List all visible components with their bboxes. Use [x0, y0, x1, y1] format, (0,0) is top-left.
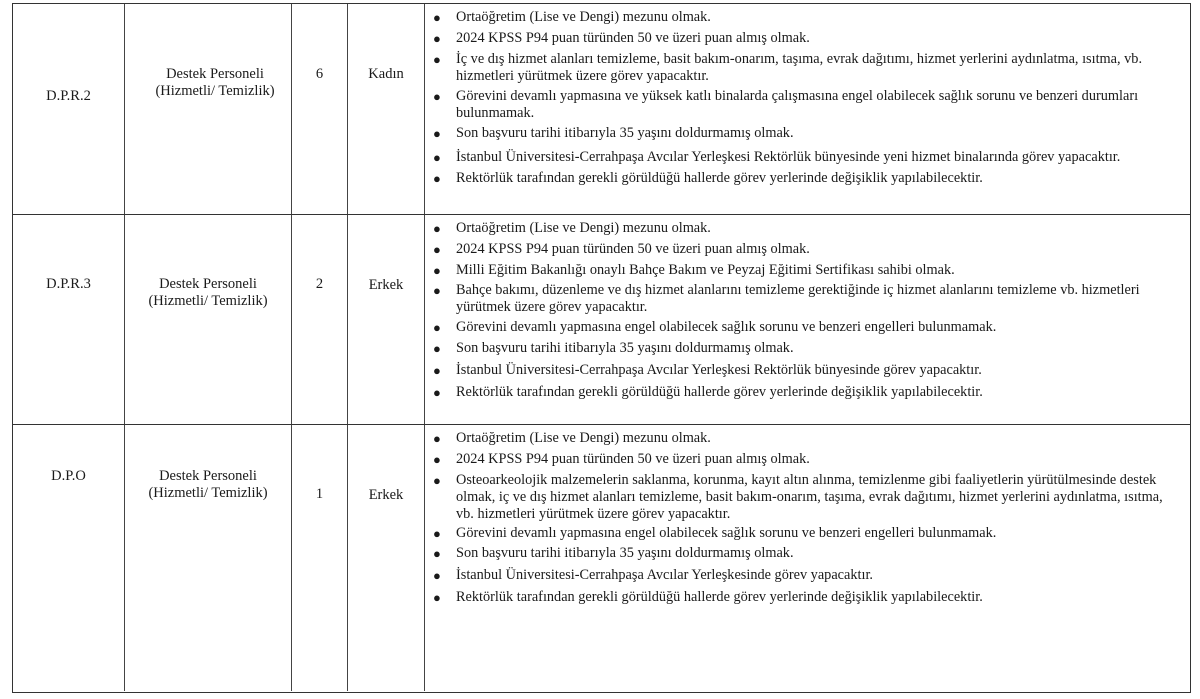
requirement-item: ● Ortaöğretim (Lise ve Dengi) mezunu olmak.: [433, 430, 711, 446]
requirement-item: ● Rektörlük tarafından gerekli görüldüğü hallerde görev yerlerinde değişiklik yapılabilecektir.: [433, 384, 983, 401]
position-title: [125, 276, 291, 310]
bullet-icon: ●: [433, 385, 441, 401]
position-title-line1: Destek Personeli: [159, 468, 257, 484]
position-code: D.P.R.3: [46, 276, 91, 292]
code-cell: [13, 425, 125, 691]
requirement-item: ● Görevini devamlı yapmasına ve yüksek katlı binalarda çalışmasına engel olabilecek sağlık sorunu ve benzeri durumları bulunmamak.: [433, 87, 1139, 121]
requirement-item: ● Bahçe bakımı, düzenleme ve dış hizmet alanlarını temizleme gerektiğinde iç hizmet alanlarını temizleme vb. hizmetleri yürütmek üzere görev yapacaktır.: [433, 282, 1140, 316]
position-count: 2: [315, 276, 324, 292]
bullet-icon: ●: [433, 546, 441, 562]
bullet-icon: ●: [433, 51, 441, 67]
requirements-cell: [425, 215, 1190, 424]
requirement-item: ● Son başvuru tarihi itibarıyla 35 yaşını doldurmamış olmak.: [433, 124, 794, 141]
bullet-icon: ●: [433, 590, 441, 606]
position-gender: Kadın: [368, 66, 404, 82]
bullet-icon: ●: [433, 10, 441, 25]
requirement-item: ● Rektörlük tarafından gerekli görüldüğü hallerde görev yerlerinde değişiklik yapılabilecektir.: [433, 589, 983, 606]
bullet-icon: ●: [433, 283, 441, 299]
position-count: 1: [315, 486, 324, 502]
table-row: [13, 425, 1190, 691]
requirement-item: ● 2024 KPSS P94 puan türünden 50 ve üzeri puan almış olmak.: [433, 29, 810, 46]
position-title-line2: (Hizmetli/ Temizlik): [148, 293, 268, 309]
bullet-icon: ●: [433, 221, 441, 236]
position-gender: Erkek: [368, 487, 404, 503]
code-cell: [13, 4, 125, 214]
gender-cell: [348, 215, 425, 424]
requirement-item: ● İç ve dış hizmet alanları temizleme, basit bakım-onarım, taşıma, evrak dağıtımı, hizmet yerlerini aydınlatma, ısıtma, vb. hizmetleri yürütmek üzere görev yapacaktır.: [433, 50, 1143, 84]
table-row: [13, 215, 1190, 425]
requirement-item: ● Rektörlük tarafından gerekli görüldüğü hallerde görev yerlerinde değişiklik yapılabilecektir.: [433, 169, 983, 186]
requirement-item: ● İstanbul Üniversitesi-Cerrahpaşa Avcılar Yerleşkesi Rektörlük bünyesinde görev yapacaktır.: [433, 362, 982, 379]
bullet-icon: ●: [433, 472, 441, 488]
requirement-item: ● Osteoarkeolojik malzemelerin saklanma, korunma, kayıt altın alınma, temizlenme gibi faaliyetlerin yürütülmesinde destek olmak, iç ve dış hizmet alanları temizleme, basit bakım-onarım, taşıma, evrak dağıtımı, hizmet yerlerini aydınlatma, ısıtma, vb. hizmetleri yürütmek üzere görev yapacaktır.: [433, 471, 1163, 522]
requirement-item: ● 2024 KPSS P94 puan türünden 50 ve üzeri puan almış olmak.: [433, 240, 810, 257]
table-row: [13, 4, 1190, 215]
position-title: [125, 66, 291, 100]
bullet-icon: ●: [433, 88, 441, 104]
gender-cell: [348, 425, 425, 691]
position-code: D.P.O: [51, 468, 86, 484]
position-title-line1: Destek Personeli: [159, 276, 257, 292]
bullet-icon: ●: [433, 451, 441, 467]
position-title-line1: Destek Personeli: [166, 66, 264, 82]
requirement-item: ● Milli Eğitim Bakanlığı onaylı Bahçe Bakım ve Peyzaj Eğitimi Sertifikası sahibi olmak.: [433, 261, 955, 278]
requirements-list: [425, 220, 1184, 405]
count-cell: [292, 425, 348, 691]
bullet-icon: ●: [433, 262, 441, 278]
requirements-cell: [425, 425, 1190, 691]
requirements-list: [425, 9, 1184, 190]
bullet-icon: ●: [433, 241, 441, 257]
bullet-icon: ●: [433, 363, 441, 379]
count-cell: [292, 215, 348, 424]
title-cell: [125, 4, 292, 214]
code-cell: [13, 215, 125, 424]
gender-cell: [348, 4, 425, 214]
requirements-cell: [425, 4, 1190, 214]
position-title: [125, 468, 291, 502]
requirement-item: ● Ortaöğretim (Lise ve Dengi) mezunu olmak.: [433, 220, 711, 236]
requirements-list: [425, 430, 1184, 610]
position-gender: Erkek: [368, 277, 404, 293]
bullet-icon: ●: [433, 30, 441, 46]
bullet-icon: ●: [433, 170, 441, 186]
title-cell: [125, 425, 292, 691]
requirement-item: ● Son başvuru tarihi itibarıyla 35 yaşını doldurmamış olmak.: [433, 545, 794, 562]
requirement-item: ● İstanbul Üniversitesi-Cerrahpaşa Avcılar Yerleşkesinde görev yapacaktır.: [433, 567, 873, 584]
title-cell: [125, 215, 292, 424]
position-title-line2: (Hizmetli/ Temizlik): [155, 83, 275, 99]
bullet-icon: ●: [433, 320, 441, 336]
requirement-item: ● Ortaöğretim (Lise ve Dengi) mezunu olmak.: [433, 9, 711, 25]
positions-table: [12, 3, 1191, 693]
requirement-item: ● İstanbul Üniversitesi-Cerrahpaşa Avcılar Yerleşkesi Rektörlük bünyesinde yeni hizmet binalarında görev yapacaktır.: [425, 147, 1184, 168]
bullet-icon: ●: [433, 431, 441, 446]
count-cell: [292, 4, 348, 214]
requirement-item: ● Son başvuru tarihi itibarıyla 35 yaşını doldurmamış olmak.: [433, 340, 794, 357]
bullet-icon: ●: [433, 341, 441, 357]
position-count: 6: [315, 66, 324, 82]
bullet-icon: ●: [433, 525, 441, 541]
position-title-line2: (Hizmetli/ Temizlik): [148, 485, 268, 501]
bullet-icon: ●: [433, 149, 441, 165]
requirement-item: ● Görevini devamlı yapmasına engel olabilecek sağlık sorunu ve benzeri engelleri bulunmamak.: [433, 319, 997, 336]
requirement-item: ● 2024 KPSS P94 puan türünden 50 ve üzeri puan almış olmak.: [433, 450, 810, 467]
bullet-icon: ●: [433, 125, 441, 141]
requirement-item: ● Görevini devamlı yapmasına engel olabilecek sağlık sorunu ve benzeri engelleri bulunmamak.: [433, 524, 997, 541]
bullet-icon: ●: [433, 568, 441, 584]
position-code: D.P.R.2: [46, 88, 91, 104]
